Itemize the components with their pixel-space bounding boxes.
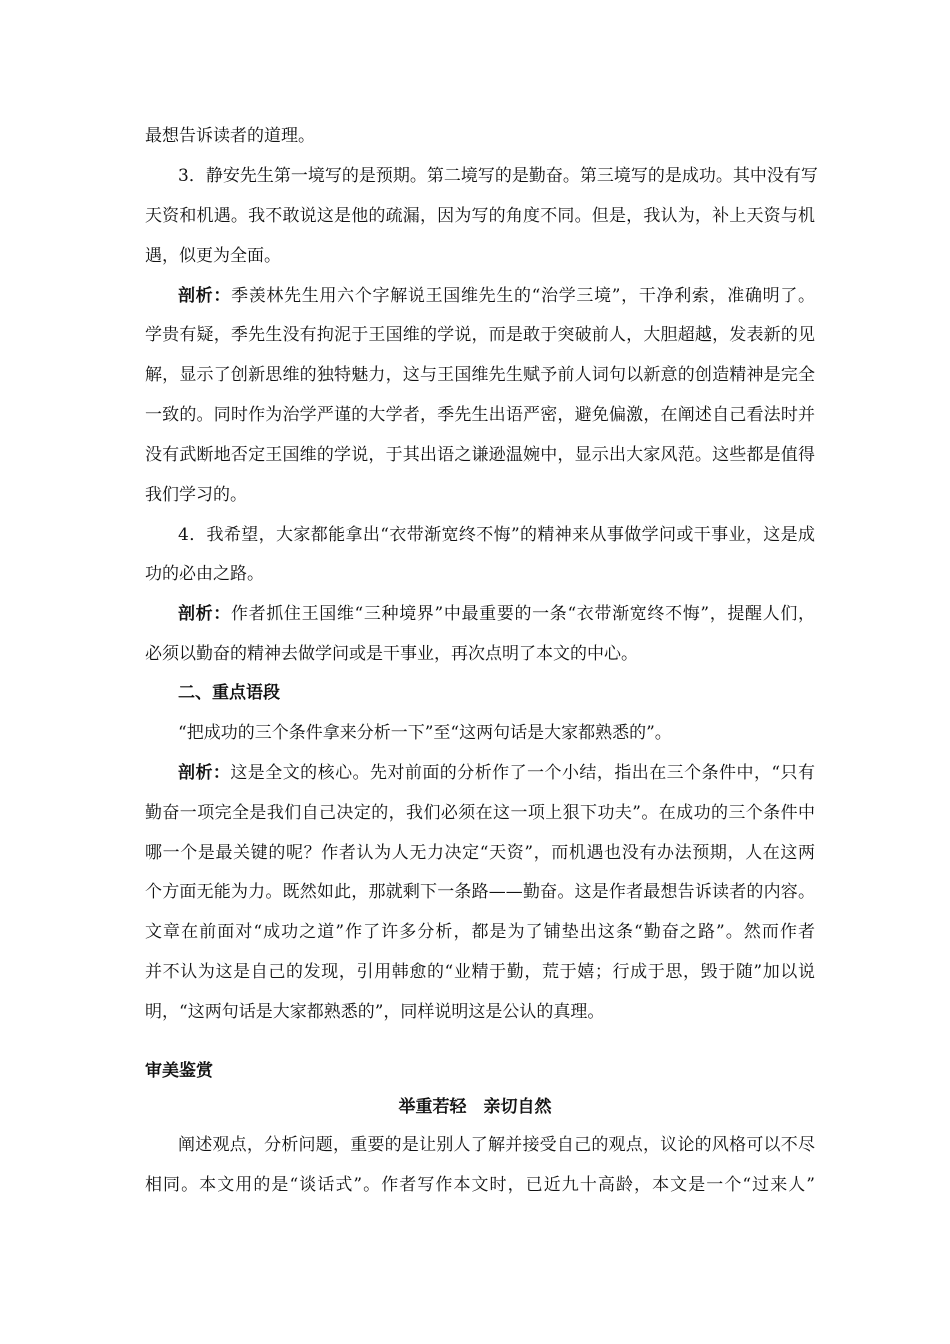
paragraph-line: 4．我希望，大家都能拿出“衣带渐宽终不悔”的精神来从事做学问或干事业，这是成 — [178, 525, 815, 545]
paragraph-line: 明，“这两句话是大家都熟悉的”，同样说明这是公认的真理。 — [145, 1002, 605, 1022]
paragraph-line: 解，显示了创新思维的独特魅力，这与王国维先生赋予前人词句以新意的创造精神是完全 — [145, 365, 815, 385]
analysis-first-line — [178, 761, 815, 785]
analysis-label: 剖析： — [178, 604, 231, 624]
paragraph-line: 没有武断地否定王国维的学说，于其出语之谦逊温婉中，显示出大家风范。这些都是值得 — [145, 445, 815, 465]
analysis-first-line — [178, 602, 815, 626]
analysis-text: 季羡林先生用六个字解说王国维先生的“治学三境”，干净利索，准确明了。 — [231, 286, 816, 306]
paragraph-line: 学贵有疑，季先生没有拘泥于王国维的学说，而是敢于突破前人，大胆超越，发表新的见 — [145, 325, 815, 345]
article-subtitle: 举重若轻 亲切自然 — [398, 1097, 552, 1117]
paragraph-line: 我们学习的。 — [145, 485, 247, 505]
paragraph-line: 勤奋一项完全是我们自己决定的，我们必须在这一项上狠下功夫”。在成功的三个条件中 — [145, 803, 815, 823]
analysis-label: 剖析： — [178, 763, 231, 783]
paragraph-line: 相同。本文用的是“谈话式”。作者写作本文时，已近九十高龄，本文是一个“过来人” — [145, 1175, 815, 1195]
section-heading: 审美鉴赏 — [145, 1061, 213, 1081]
paragraph-line: 天资和机遇。我不敢说这是他的疏漏，因为写的角度不同。但是，我认为，补上天资与机 — [145, 206, 815, 226]
paragraph-line: 3．静安先生第一境写的是预期。第二境写的是勤奋。第三境写的是成功。其中没有写 — [178, 166, 818, 186]
paragraph-line: 文章在前面对“成功之道”作了许多分析，都是为了铺垫出这条“勤奋之路”。然而作者 — [145, 922, 815, 942]
paragraph-line: 一致的。同时作为治学严谨的大学者，季先生出语严密，避免偏激，在阐述自己看法时并 — [145, 405, 815, 425]
paragraph-line: 阐述观点，分析问题，重要的是让别人了解并接受自己的观点，议论的风格可以不尽 — [178, 1135, 815, 1155]
section-heading: 二、重点语段 — [178, 683, 280, 703]
paragraph-line: 最想告诉读者的道理。 — [145, 126, 315, 146]
paragraph-line: 哪一个是最关键的呢？作者认为人无力决定“天资”，而机遇也没有办法预期，人在这两 — [145, 843, 815, 863]
paragraph-line: 个方面无能为力。既然如此，那就剩下一条路——勤奋。这是作者最想告诉读者的内容。 — [145, 882, 815, 902]
paragraph-line: 必须以勤奋的精神去做学问或是干事业，再次点明了本文的中心。 — [145, 644, 638, 664]
paragraph-line: 并不认为这是自己的发现，引用韩愈的“业精于勤，荒于嬉；行成于思，毁于随”加以说 — [145, 962, 815, 982]
analysis-first-line — [178, 284, 815, 308]
paragraph-line: 功的必由之路。 — [145, 564, 264, 584]
paragraph-line: “把成功的三个条件拿来分析一下”至“这两句话是大家都熟悉的”。 — [178, 723, 672, 743]
analysis-label: 剖析： — [178, 286, 232, 306]
analysis-text: 这是全文的核心。先对前面的分析作了一个小结，指出在三个条件中，“只有 — [230, 763, 815, 783]
paragraph-line: 遇，似更为全面。 — [145, 246, 281, 266]
analysis-text: 作者抓住王国维“三种境界”中最重要的一条“衣带渐宽终不悔”，提醒人们， — [230, 604, 816, 624]
